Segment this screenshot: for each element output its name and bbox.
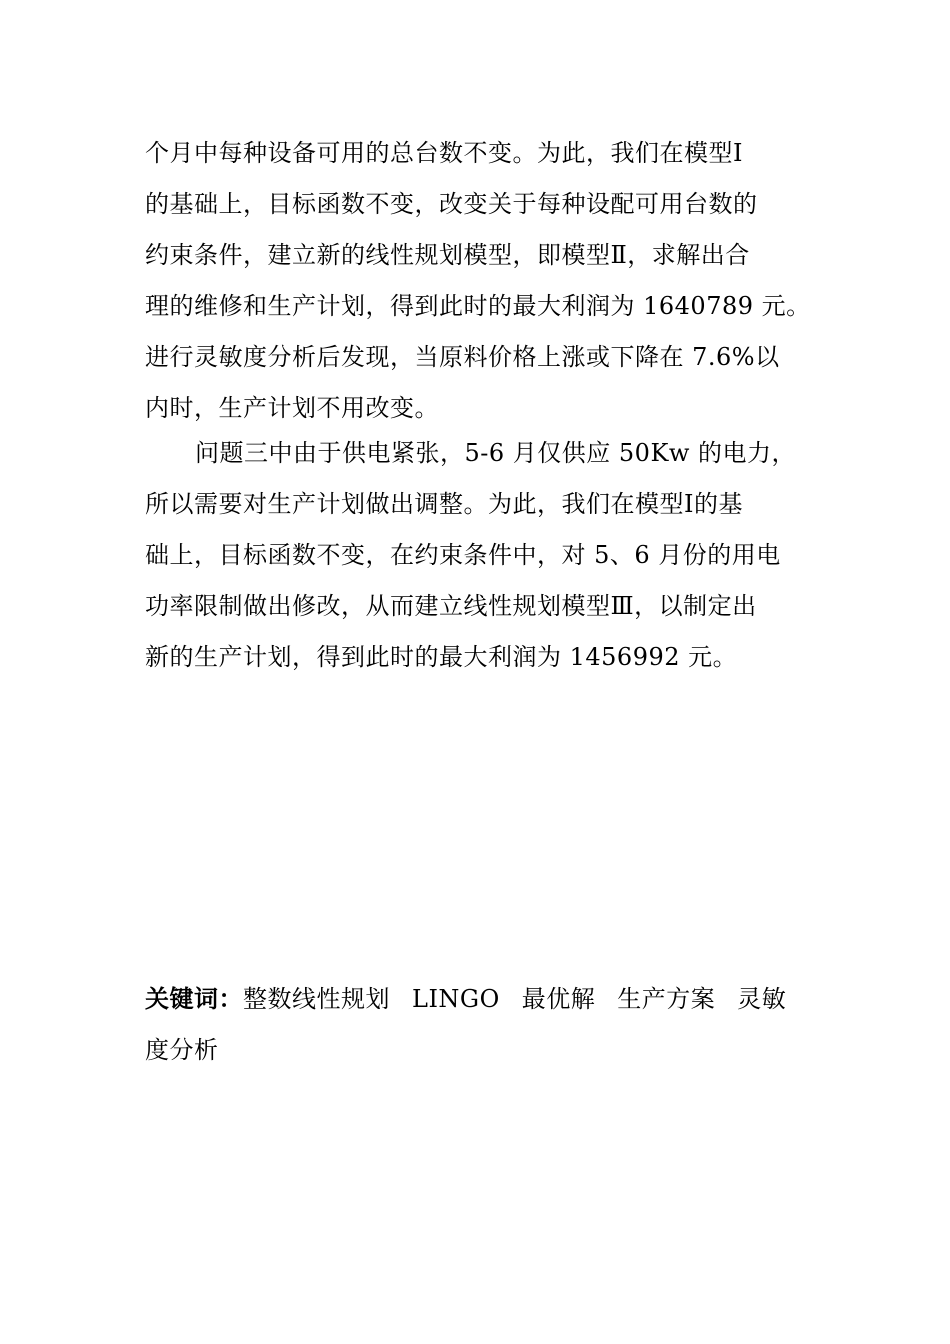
text-line: 所以需要对生产计划做出调整。为此，我们在模型Ⅰ的基 [145, 490, 743, 518]
keywords-label: 关键词： [145, 985, 243, 1013]
keywords-line [145, 974, 805, 1025]
text-line: 的基础上，目标函数不变，改变关于每种设配可用台数的 [145, 190, 758, 218]
keyword-item: 灵敏 [737, 985, 787, 1013]
text-line: 约束条件，建立新的线性规划模型，即模型Ⅱ，求解出合 [145, 241, 750, 269]
text-line: 个月中每种设备可用的总台数不变。为此，我们在模型Ⅰ [145, 139, 743, 167]
keyword-item: 生产方案 [617, 985, 716, 1013]
keyword-item: LINGO [412, 985, 500, 1013]
text-line: 问题三中由于供电紧张，5-6 月仅供应 50Kw 的电力， [195, 439, 797, 467]
text-line: 础上，目标函数不变，在约束条件中，对 5、6 月份的用电 [145, 541, 781, 569]
keyword-item: 度分析 [145, 1036, 219, 1064]
paragraph-model-two [145, 128, 811, 434]
text-line: 新的生产计划，得到此时的最大利润为 1456992 元。 [145, 643, 738, 671]
paragraph-model-three [145, 428, 805, 683]
keywords-line [145, 1025, 805, 1076]
text-line: 理的维修和生产计划，得到此时的最大利润为 1640789 元。 [145, 292, 811, 320]
text-line: 进行灵敏度分析后发现，当原料价格上涨或下降在 7.6%以 [145, 343, 780, 371]
keywords-section [145, 974, 805, 1076]
text-line: 内时，生产计划不用改变。 [145, 394, 439, 422]
text-line: 功率限制做出修改，从而建立线性规划模型Ⅲ，以制定出 [145, 592, 757, 620]
keyword-item: 整数线性规划 [243, 985, 390, 1013]
keyword-item: 最优解 [521, 985, 596, 1013]
